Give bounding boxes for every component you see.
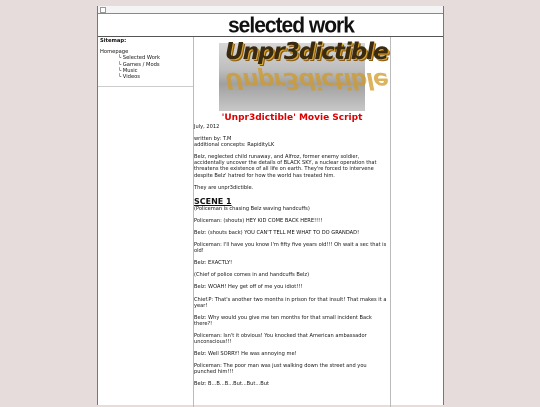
date: July, 2012: [194, 124, 220, 130]
script-line: (Policeman is chasing Belz waving handcuffs): [194, 205, 310, 212]
movie-logo: [219, 39, 388, 111]
script-line: Chief.P: That's another two months in prison for that insult! That makes it a year!: [194, 296, 387, 309]
logo-text: Unpr3dictible: [225, 39, 388, 65]
script-line: (Chief of police comes in and handcuffs Belz): [194, 272, 310, 279]
right-column: [390, 37, 443, 407]
header-banner: [98, 14, 443, 37]
broken-image-icon: [100, 7, 106, 13]
nav-homepage[interactable]: Homepage: [100, 49, 129, 56]
logo-reflection: Unpr3dictible: [225, 67, 388, 94]
main-content: [194, 37, 390, 407]
script-line: Belz: Well SORRY! He was annoying me!: [194, 351, 297, 358]
nav-games-mods[interactable]: └ Games / Mods: [118, 61, 160, 68]
scene-heading: SCENE 1: [194, 196, 232, 206]
page-frame: [97, 6, 444, 405]
header-title: selected work: [228, 13, 354, 38]
nav-selected-work[interactable]: └ Selected Work: [118, 55, 161, 62]
intro-paragraph: Belz, neglected child runaway, and Alfroz, former enemy soldier, accidentally uncover the details of BLACK SKY, a nuclear operation that threatens the existence of all life on earth. They're forced to intervene despite Belz' hatred for how the world has treated him.: [194, 154, 377, 179]
written-by: written by: T.M: [194, 136, 232, 143]
script-line: Policeman: I'll have you know I'm fifty five years old!!! Oh wait a sec that is old!: [194, 242, 387, 255]
nav-music[interactable]: └ Music: [118, 67, 138, 74]
script-line: Belz: B...B...B...But...But...But: [194, 381, 269, 388]
tagline: They are unpr3dictible.: [194, 184, 254, 191]
script-line: Belz: EXACTLY!: [194, 260, 233, 267]
script-line: Policeman: The poor man was just walking down the street and you punched him!!!: [194, 363, 367, 376]
script-line: Belz: Why would you give me ten months for that small incident Back there?!: [194, 314, 372, 327]
nav-videos[interactable]: └ Videos: [118, 74, 141, 81]
script-line: Belz: WOAH! Hey get off of me you idiot!!!: [194, 284, 303, 291]
additional-concepts: additional concepts: RapidityLK: [194, 142, 275, 149]
movie-title: 'Unpr3dictible' Movie Script: [221, 113, 363, 123]
sidebar: [98, 37, 194, 407]
script-line: Belz: (shouts back) YOU CAN'T TELL ME WHAT TO DO GRANDAD!: [194, 229, 360, 236]
script-line: Policeman: (shouts) HEY KID COME BACK HERE!!!!: [194, 217, 323, 224]
sitemap-title: Sitemap:: [100, 38, 127, 44]
script-line: Policeman: Isn't it obvious! You knocked that American ambassador unconscious!!!: [194, 332, 367, 345]
